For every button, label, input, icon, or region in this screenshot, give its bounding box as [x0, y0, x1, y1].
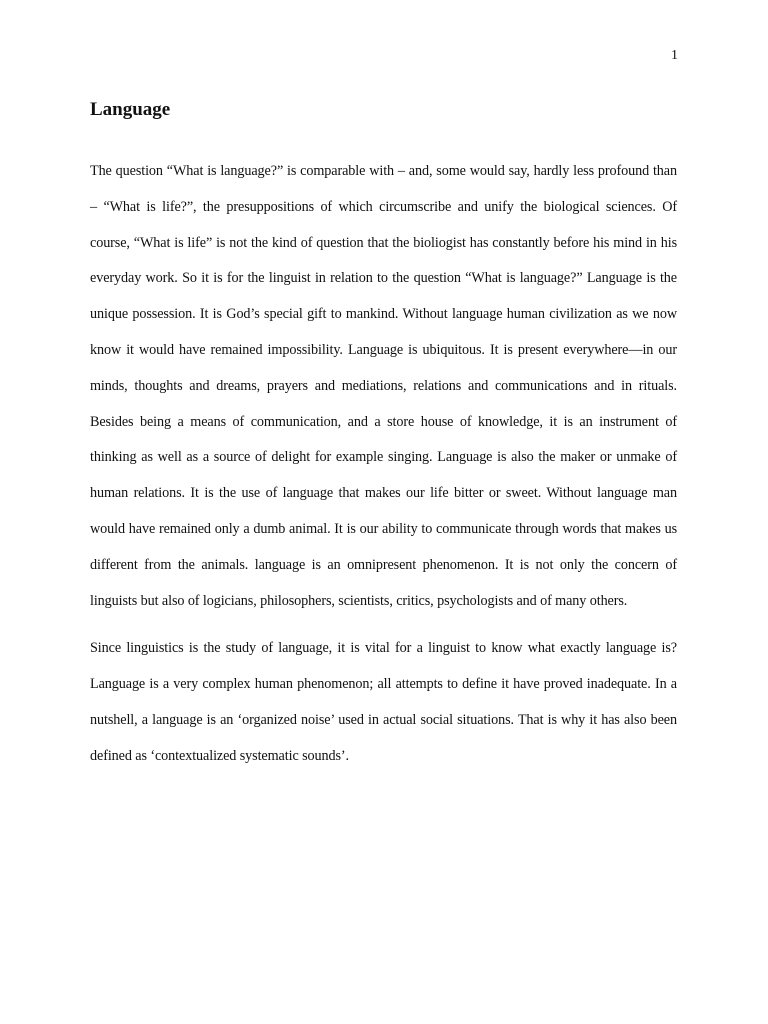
paragraph-1: The question “What is language?” is comparable with – and, some would say, hardly less profound than – “What is life?”, the presuppositions of which circumscribe and unify the biological sciences. Of course, “What is life” is not the kind of question that the bioliogist has constantly before his mind in his everyday work. So it is for the linguist in relation to the question “What is language?” Language is the unique possession. It is God’s special gift to mankind. Without language human civilization as we now know it would have remained impossibility. Language is ubiquitous. It is present everywhere—in our minds, thoughts and dreams, prayers and mediations, relations and communications and in rituals. Besides being a means of communication, and a store house of knowledge, it is an instrument of thinking as well as a source of delight for example singing. Language is also the maker or unmake of human relations. It is the use of language that makes our life bitter or sweet. Without language man would have remained only a dumb animal. It is our ability to communicate through words that makes us different from the animals. language is an omnipresent phenomenon. It is not only the concern of linguists but also of logicians, philosophers, scientists, critics, psychologists and of many others.: [90, 163, 677, 609]
document-body: [90, 154, 677, 787]
document-title: Language: [90, 99, 171, 120]
page-number: 1: [671, 48, 678, 63]
paragraph-2: Since linguistics is the study of language, it is vital for a linguist to know what exactly language is? Language is a very complex human phenomenon; all attempts to define it have proved inadequate. In a nutshell, a language is an ‘organized noise’ used in actual social situations. That is why it has also been defined as ‘contextualized systematic sounds’.: [90, 640, 677, 764]
